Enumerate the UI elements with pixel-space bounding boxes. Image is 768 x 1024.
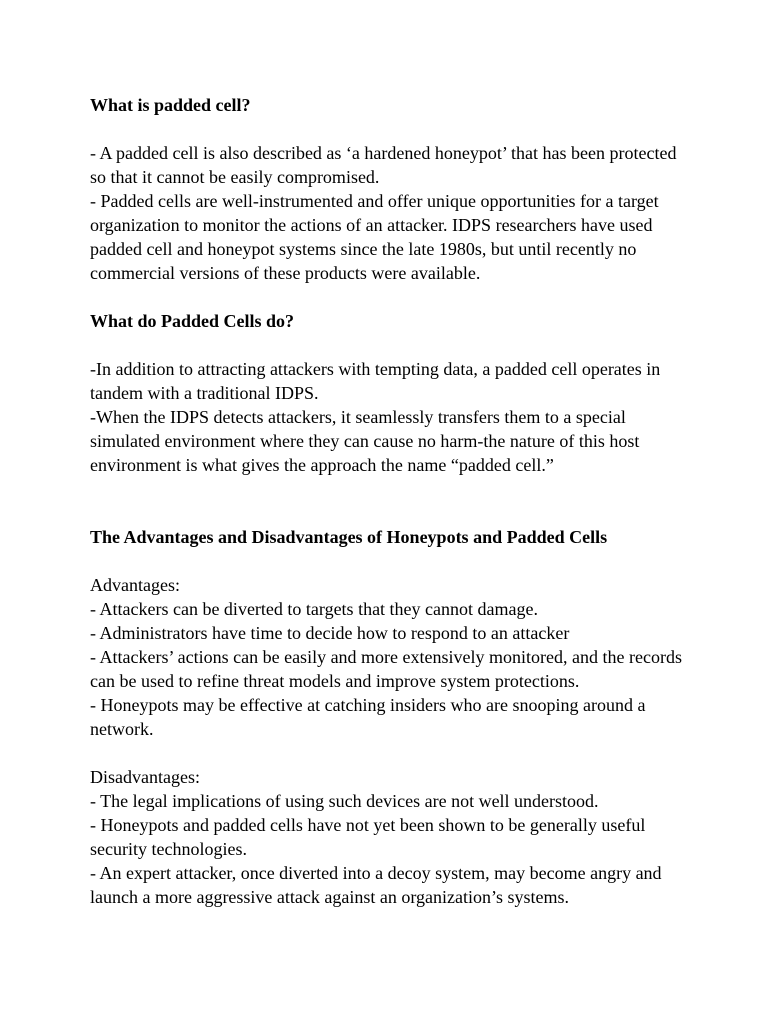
spacer: [90, 117, 688, 141]
advantage-item: - Attackers’ actions can be easily and more extensively monitored, and the records can be used to refine threat models and improve system protections.: [90, 647, 682, 691]
disadvantage-item: - The legal implications of using such devices are not well understood.: [90, 791, 599, 811]
disadvantage-item: - Honeypots and padded cells have not yet been shown to be generally useful security technologies.: [90, 815, 646, 859]
paragraph: - Padded cells are well-instrumented and offer unique opportunities for a target organization to monitor the actions of an attacker. IDPS researchers have used padded cell and honeypot systems since the late 1980s, but until recently no commercial versions of these products were available.: [90, 191, 659, 283]
spacer: [90, 285, 688, 309]
advantage-item: - Administrators have time to decide how to respond to an attacker: [90, 623, 570, 643]
paragraph: - A padded cell is also described as ‘a hardened honeypot’ that has been protected so that it cannot be easily compromised.: [90, 143, 677, 187]
paragraph: -When the IDPS detects attackers, it seamlessly transfers them to a special simulated environment where they can cause no harm-the nature of this host environment is what gives the approach the name “padded cell.”: [90, 407, 640, 475]
section-heading-what-is-padded-cell: What is padded cell?: [90, 95, 251, 115]
disadvantages-label: Disadvantages:: [90, 767, 200, 787]
spacer: [90, 477, 688, 525]
section-heading-what-do-padded-cells-do: What do Padded Cells do?: [90, 311, 295, 331]
advantages-label: Advantages:: [90, 575, 180, 595]
spacer: [90, 333, 688, 357]
paragraph: -In addition to attracting attackers with tempting data, a padded cell operates in tandem with a traditional IDPS.: [90, 359, 661, 403]
section-heading-advantages-disadvantages: The Advantages and Disadvantages of Honeypots and Padded Cells: [90, 527, 608, 547]
spacer: [90, 549, 688, 573]
advantage-item: - Attackers can be diverted to targets that they cannot damage.: [90, 599, 538, 619]
advantage-item: - Honeypots may be effective at catching insiders who are snooping around a network.: [90, 695, 646, 739]
spacer: [90, 741, 688, 765]
disadvantage-item: - An expert attacker, once diverted into a decoy system, may become angry and launch a more aggressive attack against an organization’s systems.: [90, 863, 662, 907]
